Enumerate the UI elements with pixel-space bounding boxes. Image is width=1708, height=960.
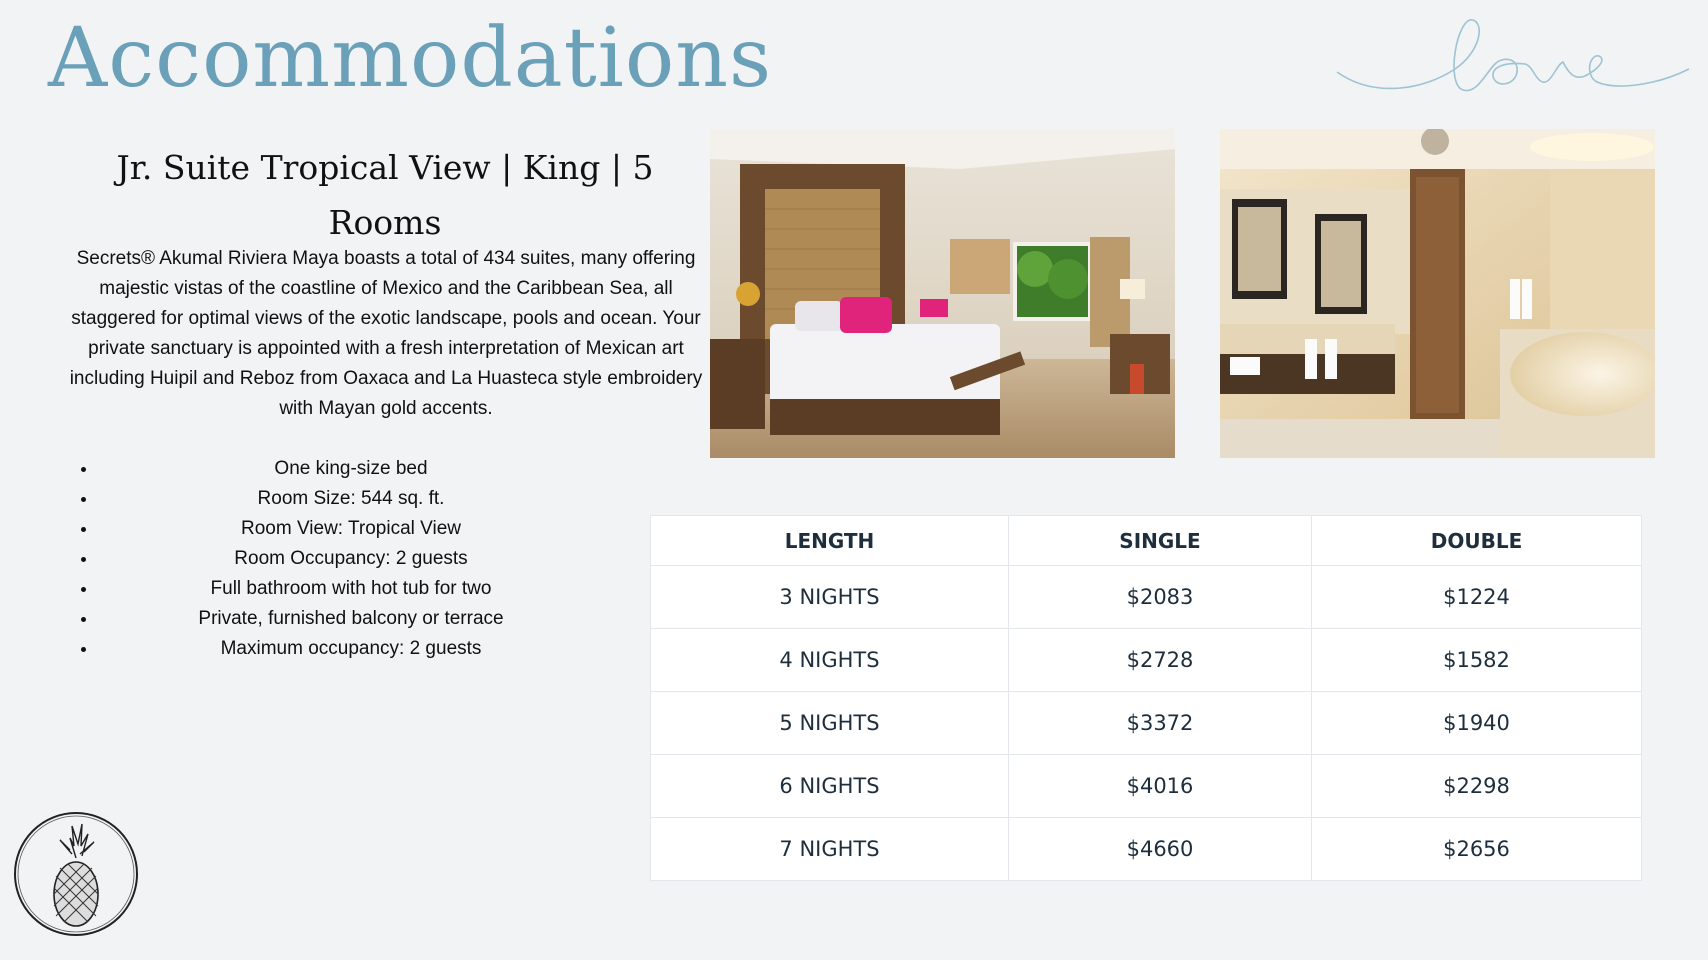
bullet-icon <box>81 647 86 652</box>
list-item: Room Size: 544 sq. ft. <box>48 484 586 514</box>
bullet-icon <box>81 587 86 592</box>
list-item: Room Occupancy: 2 guests <box>48 544 586 574</box>
table-row <box>651 818 1642 881</box>
table-row <box>651 692 1642 755</box>
table-row <box>651 755 1642 818</box>
single-price-cell: $4016 <box>1009 755 1312 818</box>
rates-table <box>650 515 1642 881</box>
pineapple-logo <box>12 810 140 938</box>
bullet-icon <box>81 617 86 622</box>
table-row <box>651 629 1642 692</box>
double-price-cell: $2298 <box>1312 755 1642 818</box>
bedroom-photo <box>710 129 1175 458</box>
column-header-double: DOUBLE <box>1312 516 1642 566</box>
bullet-icon <box>81 467 86 472</box>
single-price-cell: $4660 <box>1009 818 1312 881</box>
bathroom-photo <box>1220 129 1655 458</box>
bullet-icon <box>81 557 86 562</box>
table-header-row <box>651 516 1642 566</box>
single-price-cell: $2728 <box>1009 629 1312 692</box>
love-script-decoration <box>1335 14 1691 104</box>
double-price-cell: $2656 <box>1312 818 1642 881</box>
column-header-length: LENGTH <box>651 516 1009 566</box>
bullet-icon <box>81 527 86 532</box>
list-item: Maximum occupancy: 2 guests <box>48 634 586 664</box>
list-item: One king-size bed <box>48 454 586 484</box>
double-price-cell: $1582 <box>1312 629 1642 692</box>
length-cell: 3 NIGHTS <box>651 566 1009 629</box>
column-header-single: SINGLE <box>1009 516 1312 566</box>
double-price-cell: $1940 <box>1312 692 1642 755</box>
length-cell: 5 NIGHTS <box>651 692 1009 755</box>
list-item: Private, furnished balcony or terrace <box>48 604 586 634</box>
list-item: Room View: Tropical View <box>48 514 586 544</box>
single-price-cell: $2083 <box>1009 566 1312 629</box>
table-row <box>651 566 1642 629</box>
list-item: Full bathroom with hot tub for two <box>48 574 586 604</box>
length-cell: 6 NIGHTS <box>651 755 1009 818</box>
suite-description: Secrets® Akumal Riviera Maya boasts a total of 434 suites, many offering majestic vistas of the coastline of Mexico and the Caribbean Sea, all staggered for optimal views of the exotic landscape, pools and ocean. Your private sanctuary is appointed with a fresh interpretation of Mexican art including Huipil and Reboz from Oaxaca and La Huasteca style embroidery with Mayan gold accents. <box>69 248 703 419</box>
double-price-cell: $1224 <box>1312 566 1642 629</box>
single-price-cell: $3372 <box>1009 692 1312 755</box>
bullet-icon <box>81 497 86 502</box>
suite-title: Jr. Suite Tropical View | King | 5 Rooms <box>116 148 654 242</box>
page-title: Accommodations <box>48 11 773 106</box>
length-cell: 7 NIGHTS <box>651 818 1009 881</box>
length-cell: 4 NIGHTS <box>651 629 1009 692</box>
